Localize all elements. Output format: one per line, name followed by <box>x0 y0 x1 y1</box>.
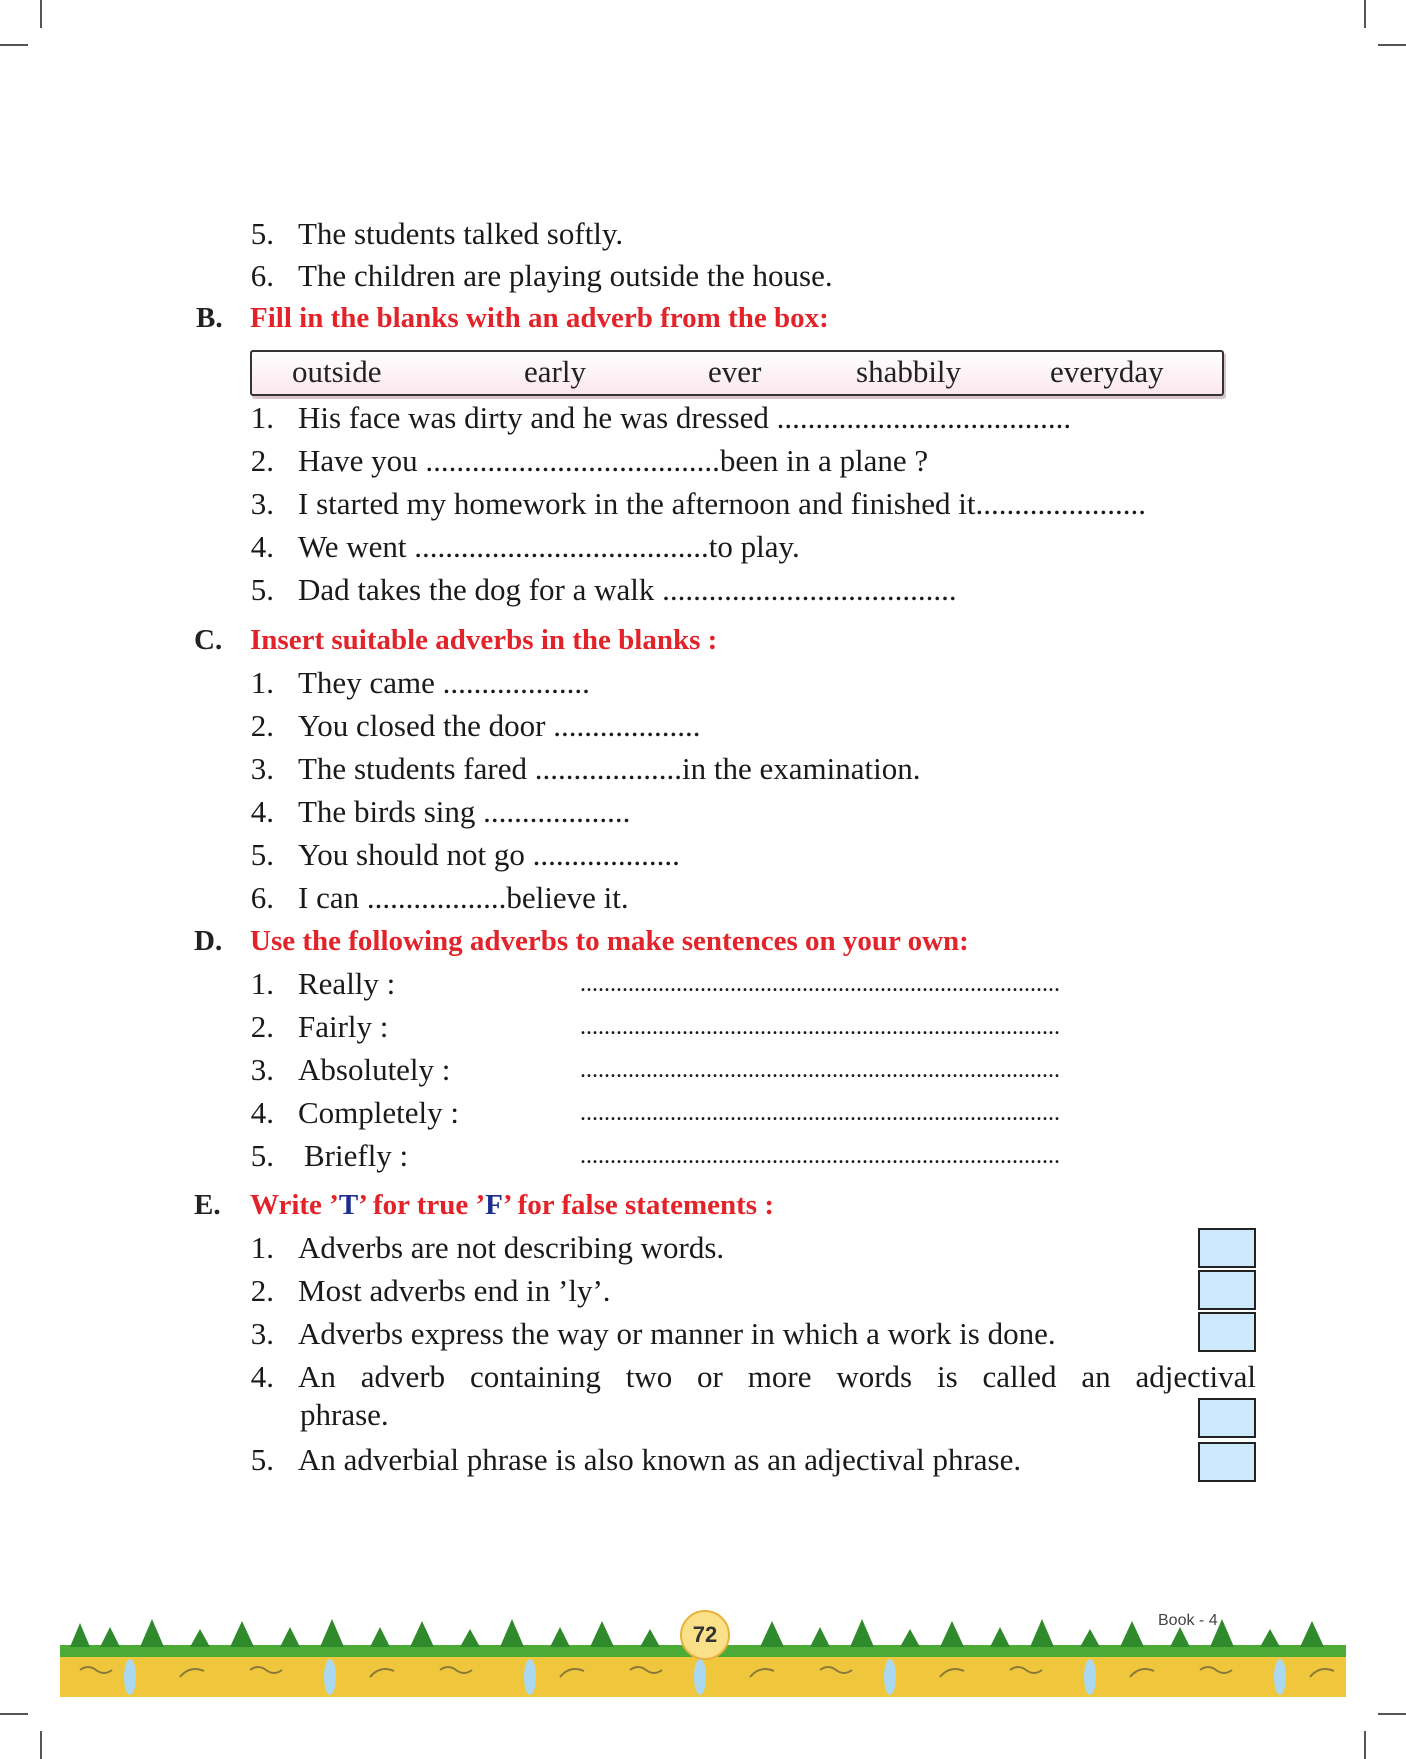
heading-part: Write ’ <box>250 1189 339 1221</box>
statement-text: Adverbs are not describing words. <box>298 1230 725 1265</box>
item-text: You should not go <box>298 837 533 872</box>
crop-mark <box>40 0 42 28</box>
item-number: 4. <box>250 1359 274 1394</box>
adverb-word: Absolutely : <box>298 1052 451 1087</box>
item-number: 4. <box>250 794 274 829</box>
item-text: They came <box>298 665 443 700</box>
section-heading: Insert suitable adverbs in the blanks : <box>250 624 718 656</box>
blank-dots: ................... <box>532 837 680 872</box>
item-number: 4. <box>250 529 274 564</box>
adverb-word: Really : <box>298 966 396 1001</box>
list-item <box>250 256 833 296</box>
item-number: 5. <box>250 572 274 607</box>
item-number: 6. <box>250 880 274 915</box>
fill-blank-item <box>250 398 1071 438</box>
crop-mark <box>0 1713 28 1715</box>
section-letter: D. <box>194 925 223 957</box>
item-text: You closed the door <box>298 708 554 743</box>
item-text-end: to play. <box>708 529 800 564</box>
item-number: 5. <box>250 837 274 872</box>
answer-line[interactable]: ................................................................................ <box>580 1057 1060 1083</box>
box-word: shabbily <box>856 354 962 389</box>
statement-text: An adverb containing two or more words is called an adjectival <box>298 1359 1256 1394</box>
sentence-item <box>250 964 395 1004</box>
item-text-end: believe it. <box>506 880 629 915</box>
page-number: 72 <box>680 1610 730 1660</box>
item-number: 2. <box>250 443 274 478</box>
item-text: I can <box>298 880 367 915</box>
book-label: Book - 4 <box>1158 1612 1218 1629</box>
item-text: Have you <box>298 443 426 478</box>
item-number: 3. <box>250 1316 274 1351</box>
crop-mark <box>1364 1731 1366 1759</box>
fill-blank-item <box>250 706 700 746</box>
answer-box[interactable] <box>1198 1228 1256 1268</box>
blank-dots: .................. <box>366 880 507 915</box>
blank-dots: ...................................... <box>425 443 720 478</box>
item-number: 3. <box>250 1052 274 1087</box>
crop-mark <box>1364 0 1366 28</box>
answer-box[interactable] <box>1198 1312 1256 1352</box>
statement-item <box>250 1228 724 1268</box>
word-box <box>250 350 1224 396</box>
section-heading: Fill in the blanks with an adverb from the box: <box>250 302 829 334</box>
crop-mark <box>1378 44 1406 46</box>
item-number: 5. <box>250 1442 274 1477</box>
section-heading: Use the following adverbs to make sentences on your own: <box>250 925 969 957</box>
section-letter: B. <box>196 302 223 334</box>
item-number: 5. <box>250 1138 274 1173</box>
item-number: 4. <box>250 1095 274 1130</box>
adverb-word: Completely : <box>298 1095 460 1130</box>
sentence-item <box>250 1007 388 1047</box>
item-text: Dad takes the dog for a walk <box>298 572 663 607</box>
answer-box[interactable] <box>1198 1398 1256 1438</box>
fill-blank-item <box>250 835 680 875</box>
box-word: outside <box>292 354 382 389</box>
item-text: We went <box>298 529 415 564</box>
sentence-item <box>250 1136 408 1176</box>
item-number: 1. <box>250 966 274 1001</box>
fill-blank-item <box>250 663 590 703</box>
blank-dots: ................... <box>483 794 631 829</box>
blank-dots: ...................................... <box>414 529 709 564</box>
item-number: 2. <box>250 1273 274 1308</box>
box-word: ever <box>708 354 762 389</box>
answer-line[interactable]: ................................................................................ <box>580 1100 1060 1126</box>
section-heading <box>250 1185 774 1225</box>
section-letter: C. <box>194 624 223 656</box>
fill-blank-item <box>250 570 957 610</box>
item-number: 1. <box>250 1230 274 1265</box>
section-letter: E. <box>194 1189 221 1221</box>
list-item <box>250 214 623 254</box>
item-text: The birds sing <box>298 794 484 829</box>
answer-box[interactable] <box>1198 1270 1256 1310</box>
fill-blank-item <box>250 527 800 567</box>
item-text-end: been in a plane ? <box>719 443 929 478</box>
heading-part: ’ for true ’ <box>358 1189 486 1221</box>
statement-text: Most adverbs end in ’ly’. <box>298 1273 611 1308</box>
adverb-word: Fairly : <box>298 1009 389 1044</box>
box-word: early <box>524 354 586 389</box>
blank-dots: ...................................... <box>776 400 1072 435</box>
item-number: 3. <box>250 486 274 521</box>
fill-blank-item <box>250 484 1146 524</box>
fill-blank-item <box>250 792 630 832</box>
statement-text: An adverbial phrase is also known as an adjectival phrase. <box>298 1442 1022 1477</box>
item-text: His face was dirty and he was dressed <box>298 400 777 435</box>
item-text-end: in the examination. <box>681 751 921 786</box>
item-text: The students fared <box>298 751 535 786</box>
item-number: 2. <box>250 1009 274 1044</box>
statement-item <box>250 1271 611 1311</box>
fill-blank-item <box>250 878 629 918</box>
item-text: I started my homework in the afternoon and finished it <box>298 486 976 521</box>
statement-text: Adverbs express the way or manner in which a work is done. <box>298 1316 1056 1351</box>
fill-blank-item <box>250 749 920 789</box>
item-number: 1. <box>250 400 274 435</box>
crop-mark <box>0 44 28 46</box>
blank-dots: ................... <box>553 708 701 743</box>
heading-false-letter: F <box>485 1189 503 1221</box>
statement-continuation: phrase. <box>300 1397 389 1432</box>
item-number: 2. <box>250 708 274 743</box>
answer-line[interactable]: ................................................................................ <box>580 971 1060 997</box>
heading-true-letter: T <box>338 1189 359 1221</box>
answer-line[interactable]: ................................................................................ <box>580 1143 1060 1169</box>
fill-blank-item <box>250 441 928 481</box>
adverb-word: Briefly : <box>304 1138 409 1173</box>
heading-part: ’ for false statements : <box>502 1189 774 1221</box>
item-number: 3. <box>250 751 274 786</box>
box-word: everyday <box>1050 354 1164 389</box>
blank-dots: ...................... <box>975 486 1147 521</box>
crop-mark <box>1378 1713 1406 1715</box>
crop-mark <box>40 1731 42 1759</box>
item-text: The students talked softly. <box>298 216 624 251</box>
sentence-item <box>250 1050 450 1090</box>
answer-box[interactable] <box>1198 1442 1256 1482</box>
item-number: 6. <box>250 258 274 293</box>
item-text: The children are playing outside the house. <box>298 258 833 293</box>
blank-dots: ...................................... <box>662 572 957 607</box>
blank-dots: ................... <box>534 751 682 786</box>
item-number: 1. <box>250 665 274 700</box>
blank-dots: ................... <box>442 665 590 700</box>
statement-item <box>250 1314 1056 1354</box>
statement-item <box>250 1440 1021 1480</box>
sentence-item <box>250 1093 459 1133</box>
answer-line[interactable]: ................................................................................ <box>580 1014 1060 1040</box>
item-number: 5. <box>250 216 274 251</box>
